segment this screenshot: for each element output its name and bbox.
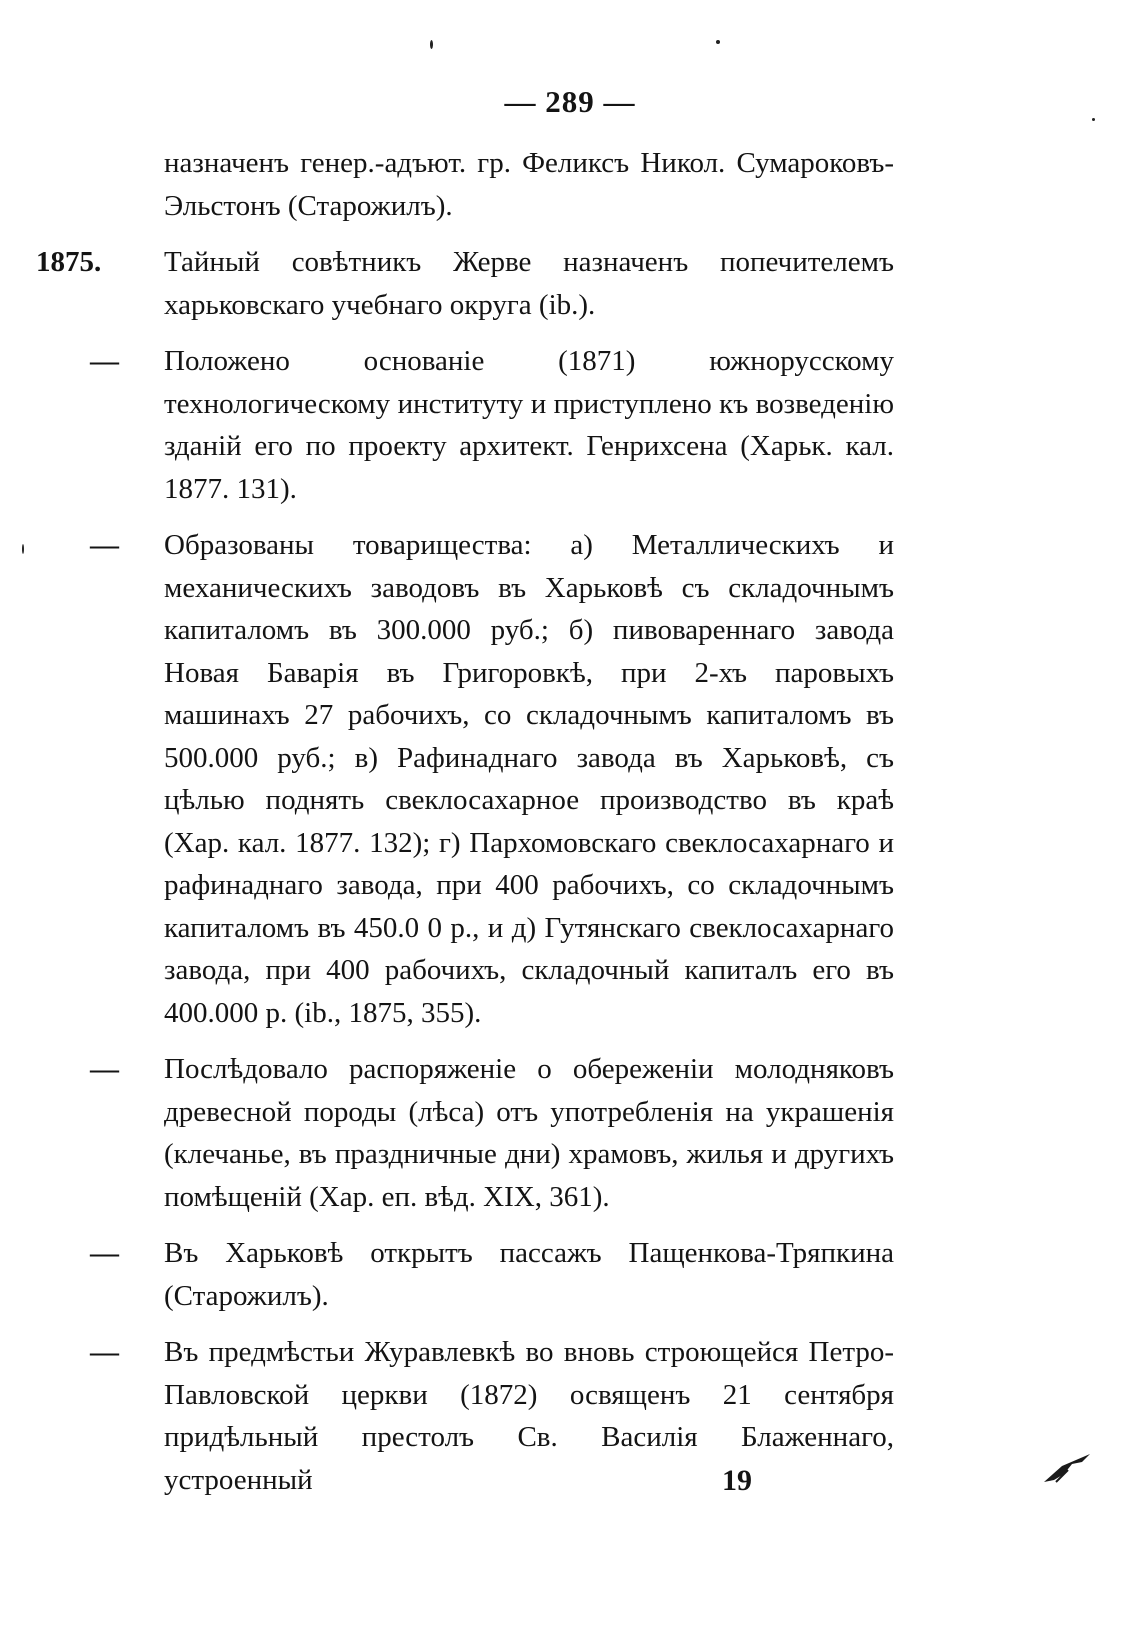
entry-technological-institute [90, 340, 894, 510]
dash-marker: — [90, 345, 119, 377]
entry-forest-order [90, 1048, 894, 1218]
entry-church [90, 1331, 894, 1501]
entry-text: Послѣдовало распоряженіе о обереженіи молодняковъ древесной породы (лѣса) отъ употребленія на украшенія (клечанье, въ праздничные дни) храмовъ, жилья и другихъ помѣщеній (Хар. еп. вѣд. XIX, 361). [164, 1053, 894, 1213]
entry-passage [90, 1232, 894, 1317]
dash-marker: — [90, 1053, 119, 1085]
entry-text: Положено основаніе (1871) южнорусскому технологическому институту и приступлено къ возведенію зданій его по проекту архитект. Генрихсена (Харьк. кал. 1877. 131). [164, 345, 894, 505]
page-body [0, 142, 1140, 1515]
entry-text: Тайный совѣтникъ Жерве назначенъ попечителемъ харьковскаго учебнаго округа (ib.). [164, 246, 894, 321]
entry-text: Въ предмѣстьи Журавлевкѣ во вновь строющейся Петро-Павловской церкви (1872) освященъ 21 сентября придѣльный престолъ Св. Василія Блаженнаго, устроенный [164, 1336, 894, 1496]
ink-speck [22, 544, 24, 554]
dash-marker: — [90, 1237, 119, 1269]
entry-companies [90, 524, 894, 1034]
dash-marker: — [90, 1336, 119, 1368]
ink-smudge [1042, 1452, 1094, 1486]
page-header: — 289 — [504, 84, 636, 119]
entry-continuation [164, 142, 894, 227]
ink-speck [1092, 118, 1095, 121]
printer-signature-mark: 19 [722, 1464, 752, 1497]
entry-1875-zherve [36, 241, 894, 326]
ink-speck [716, 40, 720, 44]
ink-speck [430, 40, 433, 49]
year-marker: 1875. [36, 246, 102, 278]
entry-text: Въ Харьковѣ открытъ пассажъ Пащенкова-Тряпкина (Старожилъ). [164, 1237, 894, 1312]
entry-text: назначенъ генер.-адъют. гр. Феликсъ Никол. Сумароковъ-Эльстонъ (Старожилъ). [164, 147, 894, 222]
dash-marker: — [90, 529, 119, 561]
entry-text: Образованы товарищества: а) Металлическихъ и механическихъ заводовъ въ Харьковѣ съ складочнымъ капиталомъ въ 300.000 руб.; б) пивовареннаго завода Новая Баварія въ Григоровкѣ, при 2-хъ паровыхъ машинахъ 27 рабочихъ, со складочнымъ капиталомъ въ 500.000 руб.; в) Рафинаднаго завода въ Харьковѣ, съ цѣлью поднять свеклосахарное производство въ краѣ (Хар. кал. 1877. 132); г) Пархомовскаго свеклосахарнаго и рафинаднаго завода, при 400 рабочихъ, со складочнымъ капиталомъ въ 450.0 0 р., и д) Гутянскаго свеклосахарнаго завода, при 400 рабочихъ, складочный капиталъ его въ 400.000 р. (ib., 1875, 355). [164, 529, 894, 1029]
